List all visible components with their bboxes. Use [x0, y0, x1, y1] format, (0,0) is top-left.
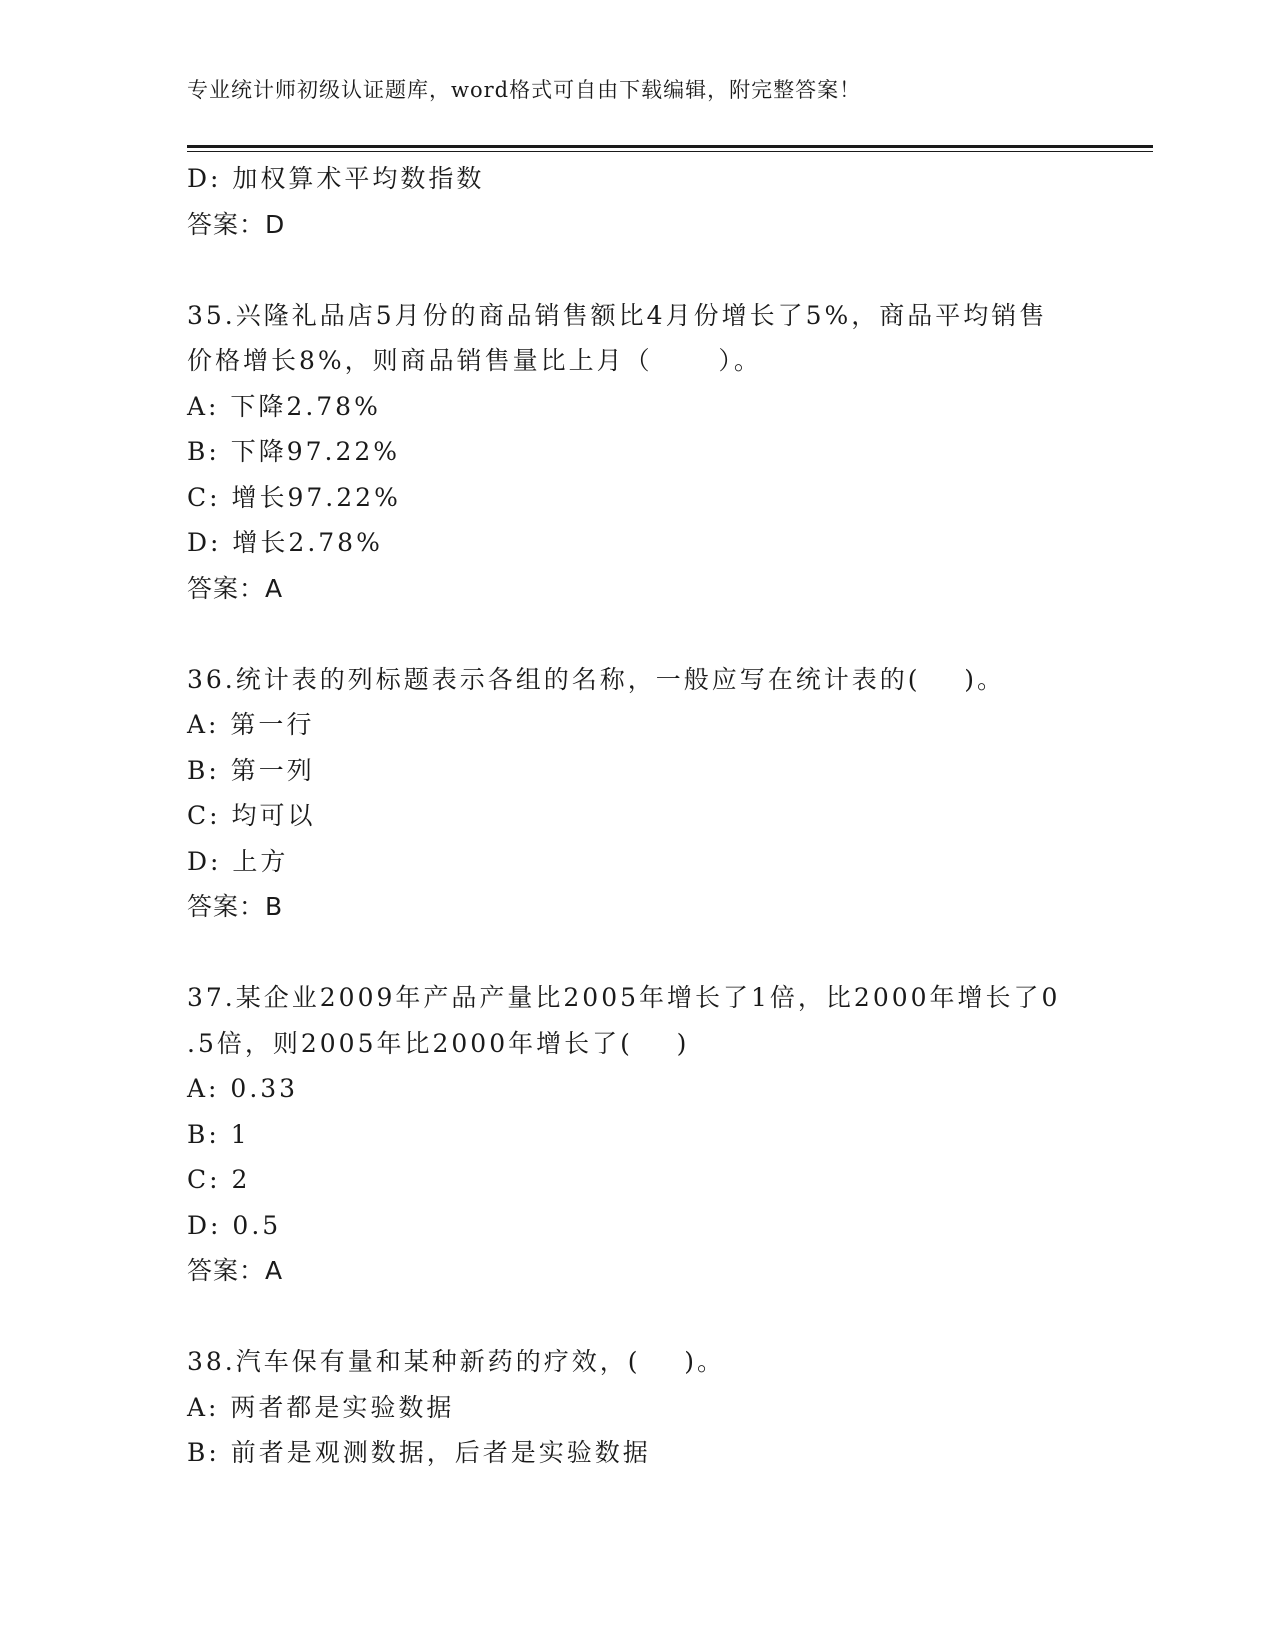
q38-stem-line1: 38.汽车保有量和某种新药的疗效，( )。	[187, 1347, 726, 1376]
question-list	[187, 156, 1107, 1476]
q37-answer: 答案：A	[187, 1256, 284, 1285]
q35-option-d: D: 增长2.78%	[187, 528, 383, 557]
q34-option-d: D: 加权算术平均数指数	[187, 164, 485, 193]
q36-option-b: B: 第一列	[187, 755, 315, 785]
q36-option-d: D: 上方	[187, 846, 289, 876]
q34-answer: 答案：D	[187, 209, 286, 239]
q35-option-a: A: 下降2.78%	[187, 391, 381, 421]
q36-stem-line1: 36.统计表的列标题表示各组的名称，一般应写在统计表的( )。	[187, 664, 1006, 694]
header-rule-thin	[187, 151, 1153, 152]
header-rule-thick	[187, 145, 1153, 148]
q37-option-a: A: 0.33	[187, 1074, 299, 1103]
q38-option-a: A: 两者都是实验数据	[187, 1392, 455, 1422]
q37-stem-line1: 37.某企业2009年产品产量比2005年增长了1倍，比2000年增长了0	[187, 983, 1061, 1012]
q36-answer: 答案：B	[187, 892, 284, 921]
q36-option-a: A: 第一行	[187, 710, 315, 739]
q35-answer: 答案：A	[187, 573, 284, 603]
q37-stem-line2: .5倍，则2005年比2000年增长了( )	[187, 1028, 690, 1058]
q36-option-c: C: 均可以	[187, 801, 316, 830]
q35-stem-line1: 35.兴隆礼品店5月份的商品销售额比4月份增长了5%，商品平均销售	[187, 300, 1048, 330]
q35-option-b: B: 下降97.22%	[187, 437, 401, 466]
q37-option-c: C: 2	[187, 1165, 251, 1194]
q37-option-d: D: 0.5	[187, 1210, 282, 1240]
q35-stem-line2: 价格增长8%，则商品销售量比上月（ ）。	[187, 346, 762, 375]
q37-option-b: B: 1	[187, 1119, 250, 1149]
q35-option-c: C: 增长97.22%	[187, 482, 401, 512]
page-header: 专业统计师初级认证题库，word格式可自由下载编辑，附完整答案！	[187, 78, 862, 102]
q38-option-b: B: 前者是观测数据，后者是实验数据	[187, 1438, 651, 1467]
